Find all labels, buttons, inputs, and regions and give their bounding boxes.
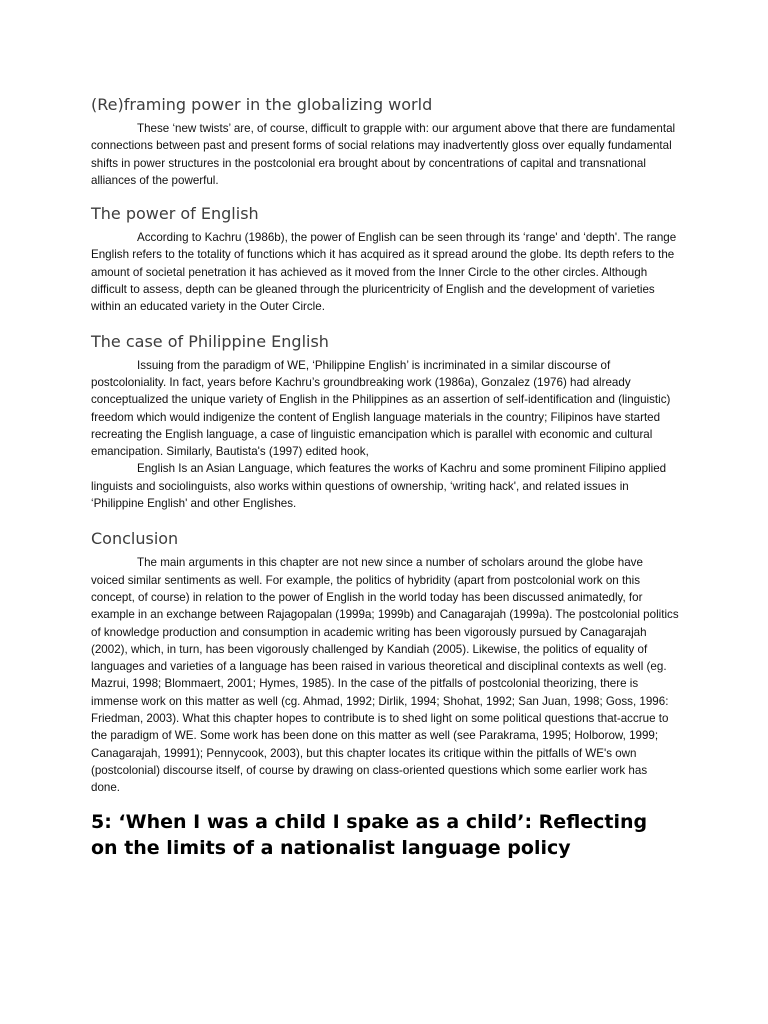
section-reframing-power [91,94,679,189]
paragraph: Issuing from the paradigm of WE, ‘Philippine English’ is incriminated in a similar discourse of postcoloniality. In fact, years before Kachru’s groundbreaking work (1986a), Gonzalez (1976) had already conceptualized the unique variety of English in the Philippines as an assertion of self-identification and (linguistic) freedom which would indigenize the content of English language materials in the country; Filipinos have started recreating the English language, a case of linguistic emancipation which is parallel with economic and cultural emancipation. Similarly, Bautista's (1997) edited hook, [91,358,671,459]
paragraph: These ‘new twists’ are, of course, difficult to grapple with: our argument above that there are fundamental connections between past and present forms of social relations may inadvertently gloss over equally fundamental shifts in power structures in the postcolonial era brought about by concentrations of capital and transnational alliances of the powerful. [91,122,676,187]
section-conclusion [91,528,679,796]
section-heading: Conclusion [91,529,179,549]
paragraph: English Is an Asian Language, which features the works of Kachru and some prominent Filipino applied linguists and sociolinguists, also works within questions of ownership, ‘writing hack', and related issues in ‘Philippine English' and other Englishes. [91,462,667,511]
section-power-of-english [91,203,679,315]
section-heading: The case of Philippine English [91,331,329,351]
paragraph: According to Kachru (1986b), the power of English can be seen through its ‘range' and ‘depth'. The range English refers to the totality of functions which it has acquired as it spread around the globe. Its depth refers to the amount of societal penetration it has achieved as it moved from the Inner Circle to the other circles. Although difficult to assess, depth can be gleaned through the pluricentricity of English and the development of varieties within an educated variety in the Outer Circle. [91,231,677,314]
document-content [91,94,679,861]
chapter-title: 5: ‘When I was a child I spake as a child’: Reflecting on the limits of a nationalist language policy [91,810,648,859]
paragraph: The main arguments in this chapter are not new since a number of scholars around the globe have voiced similar sentiments as well. For example, the politics of hybridity (apart from postcolonial work on this concept, of course) in relation to the power of English in the world today has been discussed animatedly, for example in an exchange between Rajagopalan (1999a; 1999b) and Canagarajah (1999a). The postcolonial politics of knowledge production and consumption in academic writing has been vigorously pursued by Canagarajah (2002), which, in turn, has been vigorously challenged by Kandiah (2005). Likewise, the politics of equality of languages and varieties of a language has been raised in various theoretical and disciplinal contexts as well (eg. Mazrui, 1998; Blommaert, 2001; Hymes, 1985). In the case of the pitfalls of postcolonial theorizing, there is immense work on this matter as well (cg. Ahmad, 1992; Dirlik, 1994; Shohat, 1992; San Juan, 1998; Goss, 1996: Friedman, 2003). What this chapter hopes to contribute is to shed light on some political questions that-accrue to the paradigm of WE. Some work has been done on this matter as well (see Parakrama, 1995; Holborow, 1999; Canagarajah, 19991); Pennycook, 2003), but this chapter locates its critique within the pitfalls of WE's own (postcolonial) discourse itself, of course by drawing on class-oriented questions which some earlier work has done. [91,556,679,795]
section-philippine-english [91,331,679,513]
section-heading: (Re)framing power in the globalizing world [91,95,433,114]
section-heading: The power of English [91,204,259,224]
